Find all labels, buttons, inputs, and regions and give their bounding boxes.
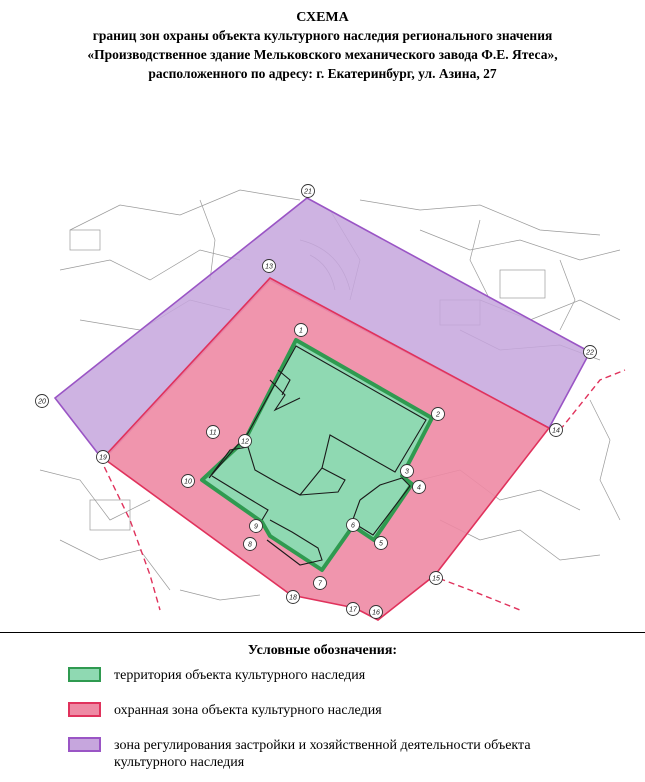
legend-swatch-red bbox=[68, 702, 101, 717]
survey-point-14 bbox=[550, 424, 563, 437]
survey-point-label: 11 bbox=[209, 429, 217, 437]
survey-point-label: 14 bbox=[552, 427, 560, 435]
legend-label: территория объекта культурного наследия bbox=[114, 668, 366, 683]
survey-point-22 bbox=[584, 346, 597, 359]
survey-point-15 bbox=[430, 572, 443, 585]
legend-label: зона регулирования застройки и хозяйственной деятельности объекта культурного наследия bbox=[114, 738, 531, 770]
survey-point-label: 17 bbox=[349, 606, 357, 614]
survey-point-13 bbox=[263, 260, 276, 273]
survey-point-18 bbox=[287, 591, 300, 604]
survey-point-8 bbox=[244, 538, 257, 551]
survey-point-11 bbox=[207, 426, 220, 439]
survey-point-21 bbox=[302, 185, 315, 198]
survey-point-label: 7 bbox=[318, 580, 322, 588]
survey-point-label: 6 bbox=[351, 522, 355, 530]
survey-point-20 bbox=[36, 395, 49, 408]
survey-point-5 bbox=[375, 537, 388, 550]
survey-point-1 bbox=[295, 324, 308, 337]
legend-title: Условные обозначения: bbox=[247, 643, 398, 658]
survey-point-7 bbox=[314, 577, 327, 590]
survey-point-label: 22 bbox=[586, 349, 594, 357]
survey-point-label: 2 bbox=[436, 411, 440, 419]
survey-point-label: 15 bbox=[432, 575, 440, 583]
survey-point-label: 3 bbox=[405, 468, 409, 476]
survey-point-label: 13 bbox=[265, 263, 273, 271]
survey-point-label: 9 bbox=[254, 523, 258, 531]
scheme-subtitle-line2: «Производственное здание Мельковского механического завода Ф.Е. Ятеса», bbox=[87, 47, 558, 62]
separator-line bbox=[0, 632, 645, 633]
legend-label: охранная зона объекта культурного наследия bbox=[114, 703, 382, 718]
legend-item-protection-zone bbox=[68, 702, 382, 719]
survey-point-17 bbox=[347, 603, 360, 616]
legend-item-regulation-zone bbox=[68, 737, 574, 771]
survey-point-label: 20 bbox=[38, 398, 46, 406]
survey-point-label: 8 bbox=[248, 541, 252, 549]
legend-item-object-territory bbox=[68, 667, 365, 684]
survey-point-3 bbox=[401, 465, 414, 478]
legend-swatch-green bbox=[68, 667, 101, 682]
survey-point-12 bbox=[239, 435, 252, 448]
legend-swatch-purple bbox=[68, 737, 101, 752]
survey-point-9 bbox=[250, 520, 263, 533]
survey-point-16 bbox=[370, 606, 383, 619]
survey-point-4 bbox=[413, 481, 426, 494]
survey-point-2 bbox=[432, 408, 445, 421]
scheme-subtitle-line1: границ зон охраны объекта культурного наследия регионального значения bbox=[92, 28, 553, 43]
survey-point-label: 18 bbox=[289, 594, 297, 602]
survey-point-label: 19 bbox=[99, 454, 107, 462]
survey-point-label: 12 bbox=[241, 438, 249, 446]
scheme-title: СХЕМА bbox=[296, 10, 349, 25]
survey-point-6 bbox=[347, 519, 360, 532]
site-plan-map bbox=[0, 175, 645, 630]
survey-point-10 bbox=[182, 475, 195, 488]
survey-point-label: 21 bbox=[304, 188, 312, 196]
survey-point-label: 1 bbox=[299, 327, 303, 335]
survey-point-label: 10 bbox=[184, 478, 192, 486]
survey-point-label: 5 bbox=[379, 540, 383, 548]
survey-point-label: 4 bbox=[417, 484, 421, 492]
survey-point-label: 16 bbox=[372, 609, 380, 617]
scheme-subtitle-line3: расположенного по адресу: г. Екатеринбург, ул. Азина, 27 bbox=[148, 66, 497, 81]
survey-point-19 bbox=[97, 451, 110, 464]
